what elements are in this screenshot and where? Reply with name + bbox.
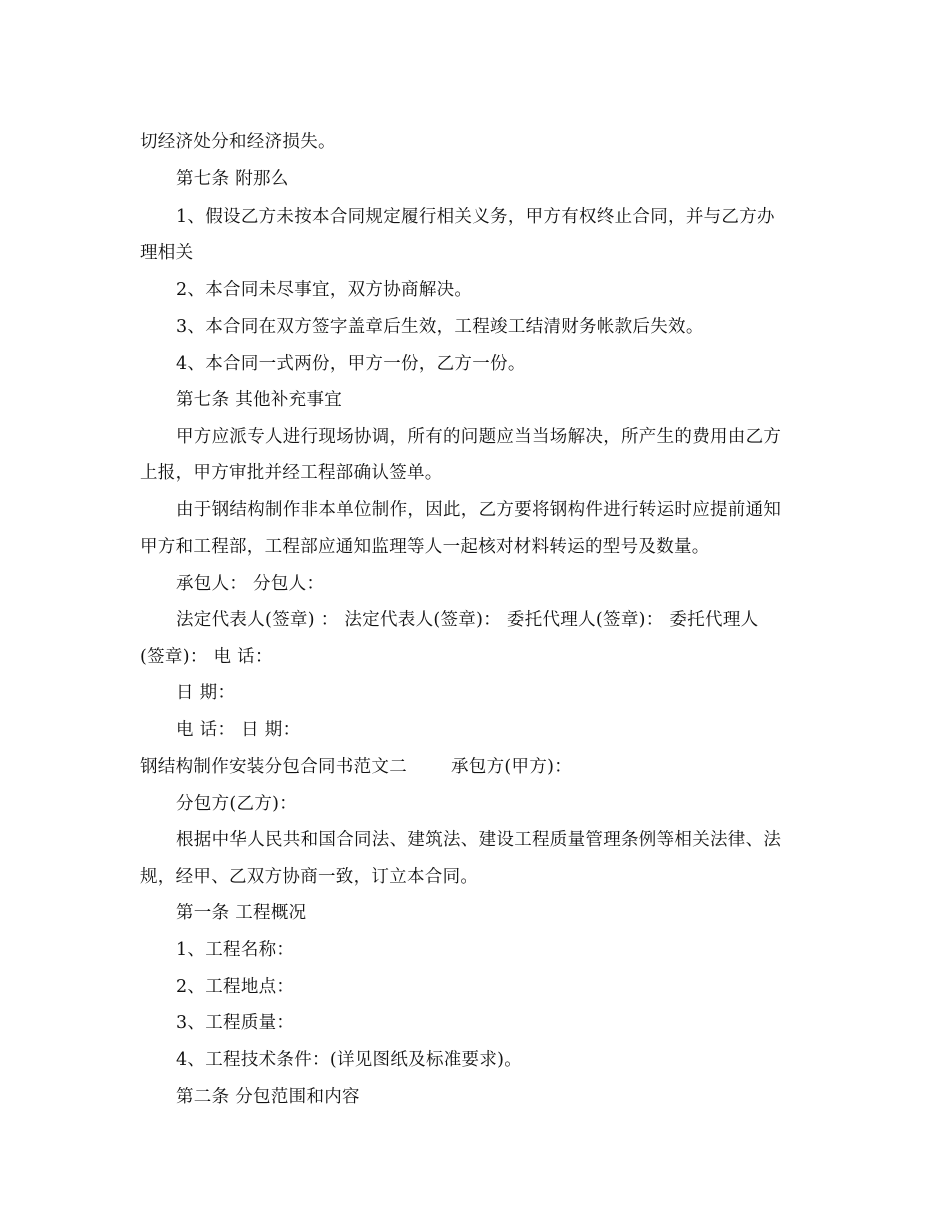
- text-line: 4、本合同一式两份，甲方一份，乙方一份。: [176, 354, 526, 374]
- section-heading: 第七条 附那么: [176, 169, 289, 189]
- signature-line: 日 期：: [176, 683, 236, 703]
- party-a-label: 承包方(甲方)：: [451, 757, 573, 777]
- text-line: 1、假设乙方未按本合同规定履行相关义务，甲方有权终止合同，并与乙方办: [176, 207, 775, 227]
- text-line: 4、工程技术条件：(详见图纸及标准要求)。: [176, 1050, 523, 1070]
- text-line: 上报，甲方审批并经工程部确认签单。: [140, 463, 443, 483]
- text-line: 理相关: [140, 243, 194, 263]
- text-line: 甲方应派专人进行现场协调，所有的问题应当当场解决，所产生的费用由乙方: [176, 427, 782, 447]
- section-heading: 第一条 工程概况: [176, 903, 307, 923]
- text-line: 切经济处分和经济损失。: [140, 132, 336, 152]
- text-line: 规，经甲、乙双方协商一致，订立本合同。: [140, 867, 479, 887]
- text-line: 2、本合同未尽事宜，双方协商解决。: [176, 280, 473, 300]
- signature-line: 法定代表人(签章) ： 法定代表人(签章)： 委托代理人(签章)： 委托代理人: [176, 610, 759, 630]
- text-line: 3、本合同在双方签字盖章后生效，工程竣工结清财务帐款后失效。: [176, 317, 704, 337]
- signature-line: (签章)： 电 话：: [140, 647, 273, 667]
- signature-line: 电 话： 日 期：: [176, 720, 301, 740]
- text-line: 由于钢结构制作非本单位制作，因此，乙方要将钢构件进行转运时应提前通知: [176, 500, 782, 520]
- text-line: 2、工程地点：: [176, 977, 295, 997]
- document-title: 钢结构制作安装分包合同书范文二: [140, 757, 407, 777]
- text-line: 1、工程名称：: [176, 940, 295, 960]
- section-heading: 第二条 分包范围和内容: [176, 1087, 360, 1107]
- party-b-label: 分包方(乙方)：: [176, 794, 298, 814]
- text-line: 3、工程质量：: [176, 1013, 295, 1033]
- section-heading: 第七条 其他补充事宜: [176, 390, 343, 410]
- signature-line: 承包人： 分包人：: [176, 574, 325, 594]
- document-title-line: [140, 752, 820, 782]
- text-line: 甲方和工程部，工程部应通知监理等人一起核对材料转运的型号及数量。: [140, 537, 710, 557]
- text-line: 根据中华人民共和国合同法、建筑法、建设工程质量管理条例等相关法律、法: [176, 830, 782, 850]
